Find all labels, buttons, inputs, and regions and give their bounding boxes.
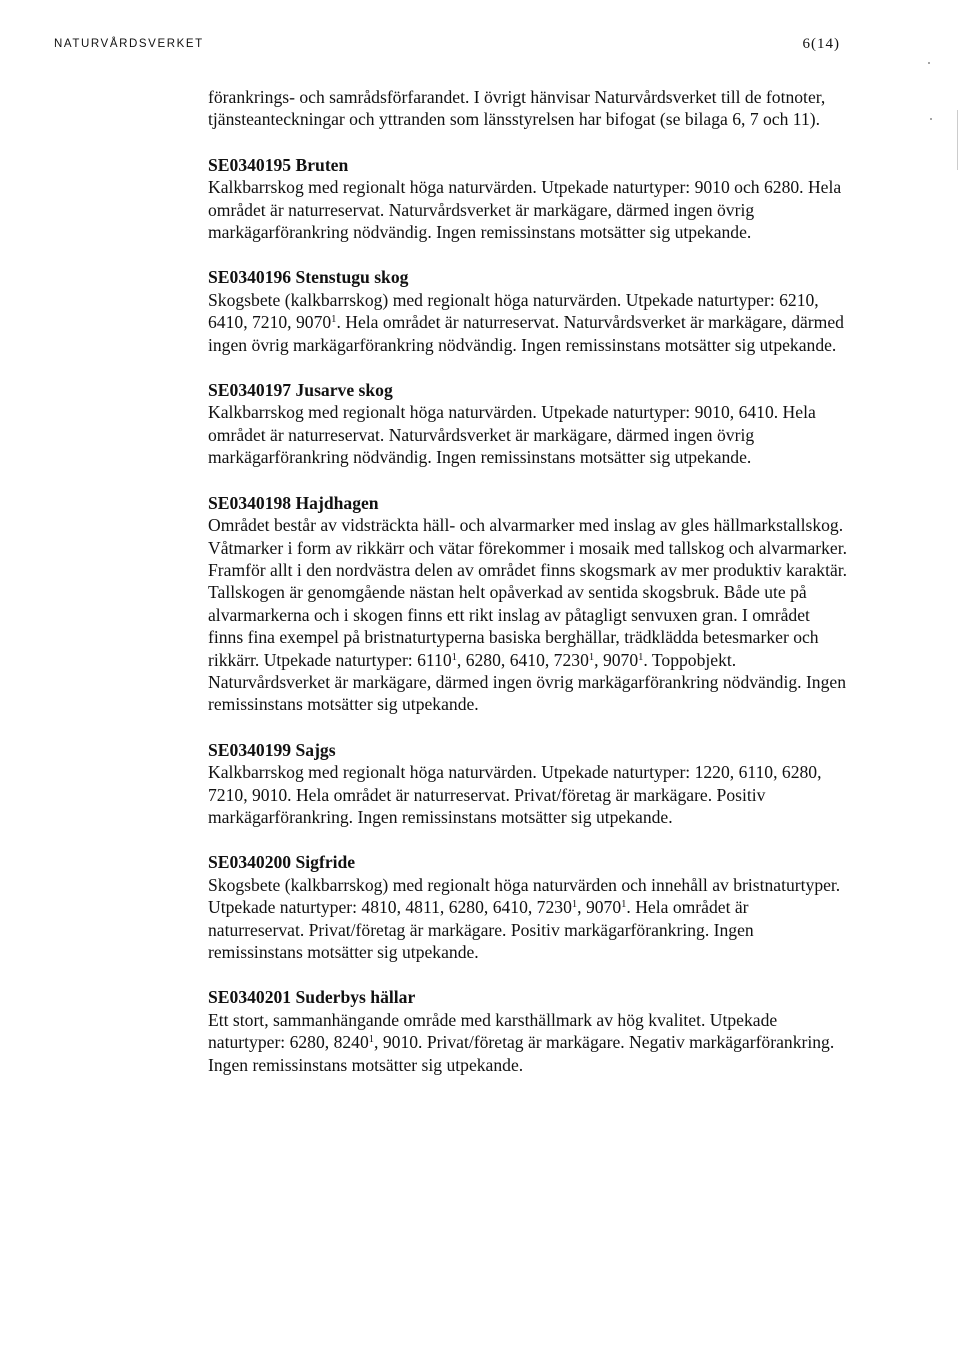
footnote-marker: 1 <box>331 314 337 326</box>
description-text: Skogsbete (kalkbarrskog) med regionalt höga naturvärden. Utpekade naturtyper: 6210, 6410, 7210, 9070 <box>208 289 819 333</box>
site-title: SE0340195 Bruten <box>208 154 349 175</box>
scan-speck <box>930 118 932 120</box>
document-body <box>208 86 848 1099</box>
site-title: SE0340200 Sigfride <box>208 852 356 873</box>
footnote-marker: 1 <box>638 651 644 663</box>
footnote-marker: 1 <box>588 651 595 663</box>
site-section <box>208 492 848 716</box>
description-text: . Hela området är naturreservat. Naturvårdsverket är markägare, därmed ingen övrig markägarförankring nödvändig. Ingen remissinstans motsätter sig utpekande. <box>208 312 844 355</box>
site-description <box>208 761 848 828</box>
site-section <box>208 379 848 469</box>
scan-edge-line <box>957 110 958 170</box>
site-sections <box>208 154 848 1076</box>
intro-paragraph: förankrings- och samrådsförfarandet. I övrigt hänvisar Naturvårdsverket till de fotnoter, tjänsteanteckningar och yttranden som länsstyrelsen har bifogat (se bilaga 6, 7 och 11). <box>208 87 826 130</box>
description-text: , 6280, 6410, 7230 <box>456 649 589 670</box>
description-text: . Toppobjekt. Naturvårdsverket är markägare, därmed ingen övrig markägarförankring nödvändig. Ingen remissinstans motsätter sig utpekande. <box>208 649 847 715</box>
site-description <box>208 874 848 964</box>
page-header <box>54 38 840 58</box>
site-section <box>208 154 848 244</box>
site-section <box>208 266 848 356</box>
site-title: SE0340199 Sajgs <box>208 739 336 760</box>
site-section <box>208 986 848 1076</box>
description-text: , 9070 <box>577 897 622 918</box>
description-text: Kalkbarrskog med regionalt höga naturvärden. Utpekade naturtyper: 9010 och 6280. Hela området är naturreservat. Naturvårdsverket är markägare, därmed ingen övrig markägarförankring nödvändig. Ingen remissinstans motsätter sig utpekande. <box>208 177 842 243</box>
description-text: Området består av vidsträckta häll- och alvarmarker med inslag av gles hällmarkstallskog. Våtmarker i form av rikkärr och vätar förekommer i mosaik med tallskog och alvarmarker. Framför allt i den nordvästra delen av området finns skogsmark av mer produktiv karaktär. Tallskogen är genomgående nästan helt opåverkad av sentida skogsbruk. Både ute på alvarmarkerna och i skogen finns ett rikt inslag av påtagligt senvuxen gran. I området finns fina exempel på bristnaturtyperna basiska berghällar, trädklädda betesmarker och rikkärr. Utpekade naturtyper: 6110 <box>208 515 848 670</box>
site-title: SE0340198 Hajdhagen <box>208 492 379 513</box>
footnote-marker: 1 <box>571 899 578 911</box>
footnote-marker: 1 <box>451 651 457 663</box>
page-number: 6(14) <box>802 36 840 52</box>
site-description <box>208 289 848 356</box>
site-description <box>208 401 848 468</box>
description-text: , 9010. Privat/företag är markägare. Negativ markägarförankring. Ingen remissinstans motsätter sig utpekande. <box>208 1032 835 1075</box>
site-section <box>208 851 848 963</box>
site-description <box>208 514 848 716</box>
site-title: SE0340201 Suderbys hällar <box>208 987 416 1008</box>
site-description <box>208 1009 848 1076</box>
description-text: Skogsbete (kalkbarrskog) med regionalt höga naturvärden och innehåll av bristnaturtyper. Utpekade naturtyper: 4810, 4811, 6280, 6410, 7230 <box>208 874 841 918</box>
description-text: Kalkbarrskog med regionalt höga naturvärden. Utpekade naturtyper: 1220, 6110, 6280, 7210, 9010. Hela området är naturreservat. Privat/företag är markägare. Positiv markägarförankring. Ingen remissinstans motsätter sig utpekande. <box>208 762 822 827</box>
description-text: . Hela området är naturreservat. Privat/företag är markägare. Positiv markägarförankring. Ingen remissinstans motsätter sig utpekande. <box>208 897 754 962</box>
description-text: Kalkbarrskog med regionalt höga naturvärden. Utpekade naturtyper: 9010, 6410. Hela området är naturreservat. Naturvårdsverket är markägare, därmed ingen övrig markägarförankring nödvändig. Ingen remissinstans motsätter sig utpekande. <box>208 402 816 468</box>
footnote-marker: 1 <box>621 899 627 911</box>
description-text: Ett stort, sammanhängande område med karsthällmark av hög kvalitet. Utpekade naturtyper: 6280, 8240 <box>208 1009 778 1053</box>
description-text: , 9070 <box>594 649 639 670</box>
scan-speck <box>928 62 930 64</box>
footnote-marker: 1 <box>368 1034 375 1046</box>
site-title: SE0340197 Jusarve skog <box>208 380 393 401</box>
site-description <box>208 176 848 243</box>
organization-name: NATURVÅRDSVERKET <box>54 38 204 50</box>
site-section <box>208 739 848 829</box>
site-title: SE0340196 Stenstugu skog <box>208 267 409 288</box>
